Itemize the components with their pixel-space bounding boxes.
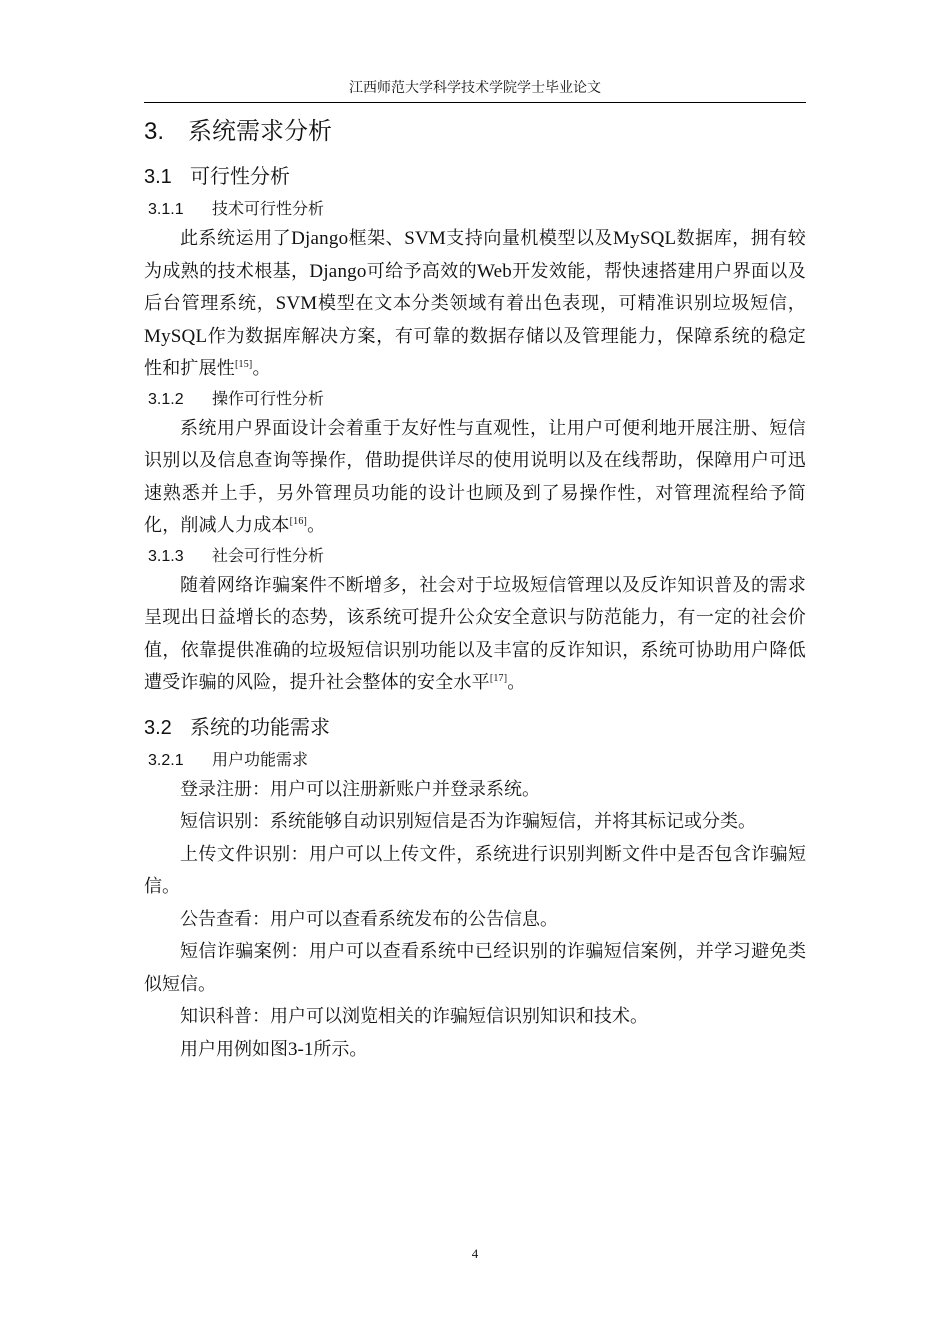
paragraph-operational-feasibility [144, 413, 806, 543]
subsection-title: 社会可行性分析 [212, 545, 325, 565]
text-run: MySQL [144, 325, 208, 347]
chapter-title: 系统需求分析 [188, 117, 332, 145]
page-number: 4 [471, 1246, 479, 1261]
text-run: 。 [252, 358, 271, 379]
section-title: 系统的功能需求 [190, 714, 330, 739]
subsection-heading-3-1-1 [144, 196, 806, 223]
requirement-item-file-upload: 上传文件识别：用户可以上传文件，系统进行识别判断文件中是否包含诈骗短信。 [144, 843, 806, 897]
header-rule [144, 102, 806, 103]
text-run: 随着网络诈骗案件不断增多，社会对于垃圾短信管理以及反诈知识普及的需求呈现出日益增长的态势，该系统可提升公众安全意识与防范能力，有一定的社会价值，依靠提供准确的垃圾短信识别功能以及丰富的反诈知识，系统可协助用户降低遭受诈骗的风险，提升社会整体的安全水平 [144, 574, 806, 693]
requirement-item-sms-recognition: 短信识别：系统能够自动识别短信是否为诈骗短信，并将其标记或分类。 [180, 811, 756, 832]
section-number: 3.1 [144, 166, 172, 188]
chapter-number: 3. [144, 118, 165, 145]
text-run: 支持向量机模型以及 [445, 228, 614, 249]
text-run: 开发效能，帮快速搭建用户界面以及后台管理系统， [144, 260, 806, 314]
subsection-heading-3-1-2 [144, 386, 806, 413]
figure-reference: 3-1 [288, 1038, 314, 1060]
closing-sentence [144, 1034, 806, 1067]
text-run: 数据库，拥有较为成熟的技术根基， [144, 228, 806, 282]
text-run: SVM [404, 228, 446, 249]
text-run: Django [291, 228, 349, 249]
text-run: SVM [275, 293, 318, 314]
subsection-heading-3-2-1 [144, 747, 806, 774]
text-run: 。 [307, 515, 326, 536]
section-heading-3-2 [144, 710, 806, 745]
section-title: 可行性分析 [190, 164, 290, 188]
chapter-heading [144, 112, 806, 151]
section-number: 3.2 [144, 716, 172, 739]
text-run: 作为数据库解决方案，有可靠的数据存储以及管理能力，保障系统的稳定性和扩展性 [144, 325, 806, 379]
subsection-title: 技术可行性分析 [212, 199, 325, 218]
citation: [15] [235, 359, 253, 370]
requirement-item-announcements: 公告查看：用户可以查看系统发布的公告信息。 [180, 908, 558, 930]
section-heading-3-1 [144, 159, 806, 194]
paragraph-social-feasibility [144, 570, 806, 700]
requirement-item-knowledge: 知识科普：用户可以浏览相关的诈骗短信识别知识和技术。 [180, 1006, 648, 1027]
running-header: 江西师范大学科学技术学院学士毕业论文 [349, 80, 601, 96]
subsection-title: 用户功能需求 [212, 749, 309, 769]
subsection-number: 3.1.2 [148, 390, 184, 408]
text-run: 模型在文本分类领域有着出色表现，可精准识别垃圾短信， [317, 293, 806, 314]
text-run: Web [477, 260, 512, 282]
text-run: 系统用户界面设计会着重于友好性与直观性，让用户可便利地开展注册、短信识别以及信息查询等操作，借助提供详尽的使用说明以及在线帮助，保障用户可迅速熟悉并上手，另外管理员功能的设计也顾及到了易操作性，对管理流程给予简化，削减人力成本 [144, 417, 806, 536]
citation: [16] [289, 516, 308, 527]
subsection-number: 3.1.3 [148, 547, 184, 565]
requirement-item-login: 登录注册：用户可以注册新账户并登录系统。 [180, 778, 540, 800]
subsection-heading-3-1-3 [144, 543, 806, 570]
text-run: MySQL [613, 228, 677, 249]
text-run: 可给予高效的 [366, 260, 477, 282]
requirement-item-fraud-cases: 短信诈骗案例：用户可以查看系统中已经识别的诈骗短信案例，并学习避免类似短信。 [144, 941, 806, 995]
subsection-title: 操作可行性分析 [212, 388, 325, 408]
text-run: 。 [507, 672, 526, 693]
text-run: 所示。 [313, 1038, 368, 1060]
subsection-number: 3.1.1 [148, 201, 184, 218]
paragraph-technical-feasibility [144, 223, 806, 386]
text-run: 此系统运用了 [180, 228, 292, 249]
text-run: Django [309, 260, 367, 282]
text-run: 框架、 [348, 228, 405, 249]
page-content [144, 112, 806, 1066]
citation: [17] [489, 673, 508, 684]
subsection-number: 3.2.1 [148, 751, 184, 769]
text-run: 用户用例如图 [180, 1038, 288, 1060]
